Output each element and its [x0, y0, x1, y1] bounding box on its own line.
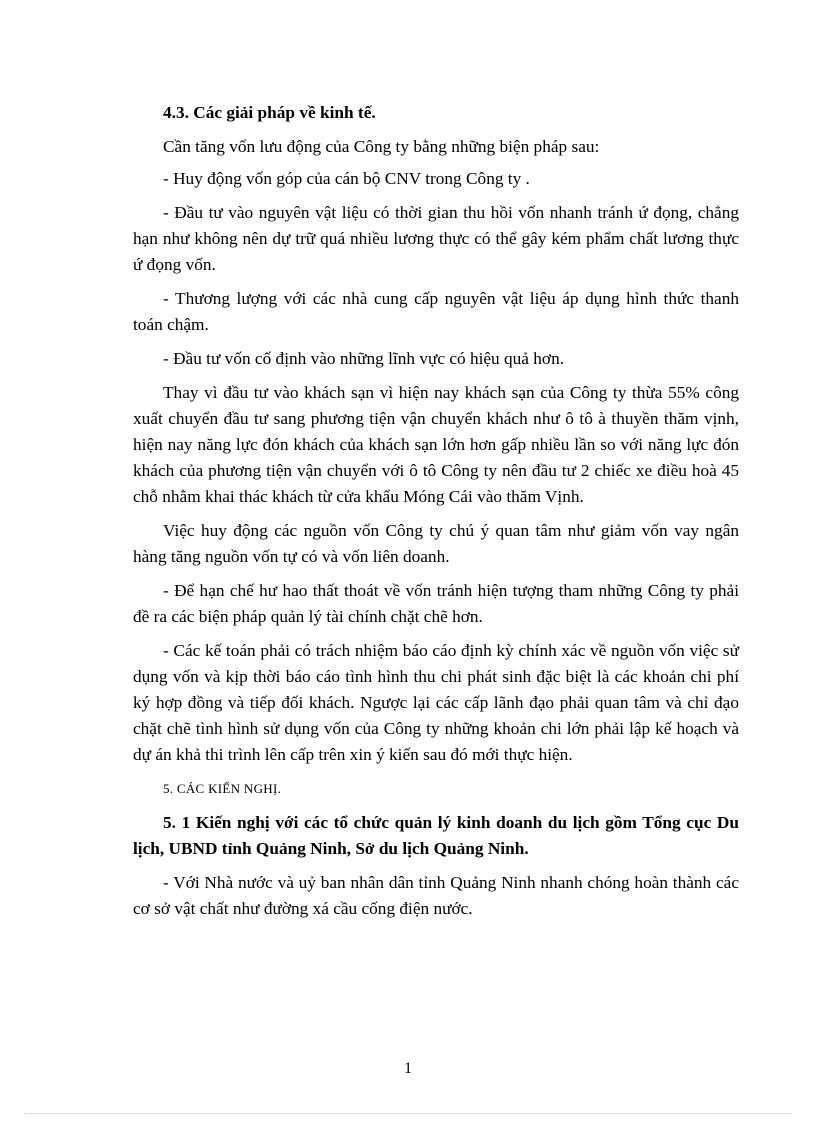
- section-heading-4-3: 4.3. Các giải pháp về kinh tế.: [163, 103, 376, 122]
- intro-paragraph: Cần tăng vốn lưu động của Công ty bằng những biện pháp sau:: [163, 137, 600, 156]
- paragraph-accounting-duties: - Các kế toán phải có trách nhiệm báo cáo định kỳ chính xác về nguồn vốn việc sử dụng vốn và kịp thời báo cáo tình hình thu chi phát sinh đặc biệt là các khoản chi phí ký hợp đồng và tiếp đối khách. Ngược lại các cấp lãnh đạo phải quan tâm và chỉ đạo chặt chẽ tình hình sử dụng vốn của Công ty những khoản chi lớn phải lập kế hoạch và dự án khả thi trình lên cấp trên xin ý kiến sau đó mới thực hiện.: [133, 641, 739, 764]
- paragraph-capital-mobilization: Việc huy động các nguồn vốn Công ty chú ý quan tâm như giảm vốn vay ngân hàng tăng nguồn vốn tự có và vốn liên doanh.: [133, 521, 739, 566]
- bullet-fixed-capital: - Đầu tư vốn cố định vào những lĩnh vực có hiệu quả hơn.: [163, 349, 565, 368]
- paragraph-state-infrastructure: - Với Nhà nước và uỷ ban nhân dân tỉnh Quảng Ninh nhanh chóng hoàn thành các cơ sở vật chất như đường xá cầu cống điện nước.: [133, 873, 739, 918]
- page-bottom-divider: [24, 1113, 792, 1114]
- bullet-capital-contribution: - Huy động vốn góp của cán bộ CNV trong Công ty .: [163, 169, 530, 188]
- paragraph-loss-prevention: - Để hạn chế hư hao thất thoát về vốn tránh hiện tượng tham những Công ty phải đề ra các biện pháp quản lý tài chính chặt chẽ hơn.: [133, 581, 739, 626]
- paragraph-hotel-investment: Thay vì đầu tư vào khách sạn vì hiện nay khách sạn của Công ty thừa 55% công xuất chuyển đầu tư sang phương tiện vận chuyển khách như ô tô à thuyền thăm vịnh, hiện nay năng lực đón khách của khách sạn lớn hơn gấp nhiều lần so với năng lực đón khách của phương tiện vận chuyển với ô tô Công ty nên đầu tư 2 chiếc xe điều hoà 45 chỗ nhằm khai thác khách từ cửa khẩu Móng Cái vào thăm Vịnh.: [133, 383, 739, 506]
- bullet-raw-materials: - Đầu tư vào nguyên vật liệu có thời gian thu hồi vốn nhanh tránh ứ đọng, chẳng hạn như không nên dự trữ quá nhiều lương thực có thể gây kém phẩm chất lương thực ứ đọng vốn.: [133, 203, 739, 274]
- section-heading-5-1: 5. 1 Kiến nghị với các tổ chức quản lý kinh doanh du lịch gồm Tổng cục Du lịch, UBND tỉnh Quảng Ninh, Sở du lịch Quảng Ninh.: [133, 813, 739, 858]
- bullet-negotiation: - Thương lượng với các nhà cung cấp nguyên vật liệu áp dụng hình thức thanh toán chậm.: [133, 289, 739, 334]
- section-heading-5: 5. CÁC KIẾN NGHỊ.: [163, 781, 282, 796]
- page-body: [133, 100, 739, 922]
- page-number: 1: [404, 1060, 412, 1077]
